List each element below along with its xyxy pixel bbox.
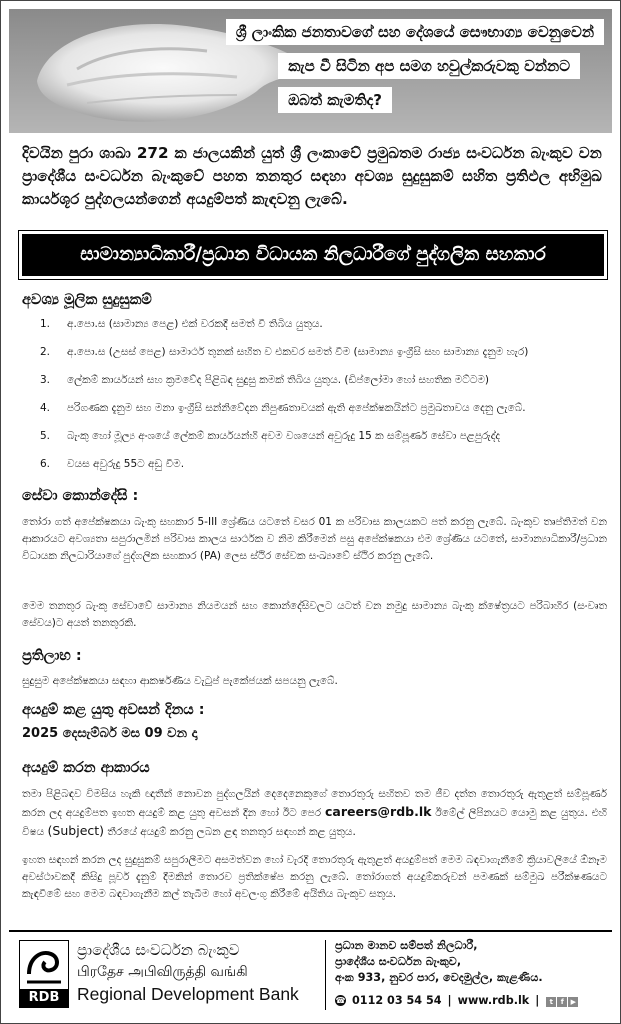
service-conditions-paragraph-1: තෝරා ගත් අපේක්ෂකයා බැංකු සහකාර 5-III ශ්‍රේණිය යටතේ වසර 01 ක පරිවාස කාලයකට පත් කරනු ලැබේ. බැංකුව තෘප්තිමත් වන ආකාරයට අවශ්‍යතා සපුරාලමින් පරිවාස කාලය සාර්ථක ව නිම කිරීමෙන් පසු අපේක්ෂකයා එම ශ්‍රේණිය යටතේ, සාමාන්‍යාධිකාරී/ප්‍රධාන විධායක නිලධාරියාගේ පුද්ගලික සහකාර (PA) ලෙස ස්ථිර සේවක සංඛ්‍යාවේ ස්ථිර කරනු ලැබේ. bbox=[22, 516, 607, 562]
website-link[interactable]: www.rdb.lk bbox=[457, 994, 530, 1007]
bank-name-tamil: பிரதேச அபிவிருத்தி வங்கி bbox=[77, 964, 248, 980]
rdb-logo-mark-icon bbox=[23, 944, 65, 988]
phone-number[interactable]: 0112 03 54 54 bbox=[352, 994, 442, 1007]
position-title-banner bbox=[18, 230, 608, 280]
hero-tagline-3: ඔබත් කැමතිද? bbox=[278, 87, 392, 113]
intro-paragraph: දිවයින පුරා ශාඛා 272 ක ජාලයකින් යුත් ශ්‍රී ලංකාවේ ප්‍රමුඛතම රාජ්‍ය සංවර්ධන බැංකුව වන ප්‍රාදේශීය සංවර්ධන බැංකුවේ පහත තනතුර සඳහා අවශ්‍ය සුදුසුකම් සහිත ප්‍රතිඵල අභිමුඛ කාර්යශූර පුද්ගලයන්ගෙන් අයදුම්පත් කැඳවනු ලැබේ. bbox=[22, 144, 602, 208]
position-title: සාමාන්‍යාධිකාරී/ප්‍රධාන විධායක නිලධාරීගේ පුද්ගලික සහකාර bbox=[22, 234, 604, 276]
benefits-heading: ප්‍රතිලාභ : bbox=[22, 648, 82, 664]
bank-name-english: Regional Development Bank bbox=[77, 984, 299, 1004]
list-item: 1. අ.පො.ස (සාමාන්‍ය පෙළ) එක් වරකදී සමත් වී තිබිය යුතුය. bbox=[40, 318, 323, 330]
list-item: 2. අ.පො.ස (උසස් පෙළ) සාමාර්ථ තුනක් සහිත ව එකවර සමත් වීම (සාමාන්‍ය ඉංග්‍රීසි සහ සාමාන්‍ය දැනුම හැර) bbox=[40, 346, 529, 358]
footer bbox=[9, 930, 612, 1016]
hero-tagline-1: ශ්‍රී ලාංකික ජනතාවගේ සහ දේශයේ සෞභාග්‍ය වෙනුවෙන් bbox=[226, 19, 604, 45]
social-icons bbox=[545, 994, 578, 1007]
qualifications-heading: අවශ්‍ය මූලික සුදුසුකම් bbox=[22, 292, 152, 308]
list-item: 6. වයස අවුරුදු 55ට අඩු වීම. bbox=[40, 458, 185, 470]
benefits-text: සුදුසුම අපේක්ෂකයා සඳහා ආකර්ෂණීය වැටුප් පැකේජයක් සපයනු ලැබේ. bbox=[22, 675, 338, 687]
how-to-apply-paragraph-2: ඉහත සඳහන් කරන ලද සුදුසුකම් සපුරාලීමට අසමත්වන හෝ වැරදි තොරතුරු ඇතුළත් අයදුම්පත් මෙම බඳවාගැනීමේ ක්‍රියාවලියේ ඕනෑම අවස්ථාවකදී කිසිදු පූර්ව දැනුම් දීමකින් තොරව ප්‍රතික්ෂේප කරනු ලැබේ. තෝරාගත් අයදුම්කරුවන් පමණක් සම්මුඛ පරීක්ෂණයට කැඳවීමේ සහ මෙම බඳවාගැනීම කල් තැබීම හෝ අවලංගු කිරීමේ අයිතිය බැංකුව සතුය. bbox=[22, 854, 607, 900]
how-to-apply-heading: අයදුම් කරන ආකාරය bbox=[22, 760, 150, 776]
contact-info bbox=[335, 994, 578, 1007]
hero-banner bbox=[9, 9, 612, 133]
contact-address: ප්‍රධාන මානව සම්පත් නිලධාරී, ප්‍රාදේශීය සංවර්ධන බැංකුව, අංක 933, නුවර පාර, වෙදමුල්ල, කැළණිය. bbox=[335, 939, 543, 984]
contact-separator: | bbox=[447, 994, 452, 1007]
youtube-icon[interactable]: ▶ bbox=[568, 997, 578, 1007]
footer-divider bbox=[325, 940, 326, 1010]
service-conditions-heading: සේවා කොන්දේසි : bbox=[22, 488, 139, 504]
facebook-icon[interactable]: f bbox=[557, 997, 567, 1007]
rdb-logo bbox=[19, 940, 69, 1008]
bank-name-sinhala: ප්‍රාදේශීය සංවර්ධන බැංකුව bbox=[77, 941, 240, 959]
list-item: 5. බැංකු හෝ මූල්‍ය අංශයේ ලේකම් කාර්යයන්හි අවම වශයෙන් අවුරුදු 15 ක සම්පූර්ණ සේවා පළපුරුද්ද bbox=[40, 430, 501, 442]
twitter-icon[interactable]: t bbox=[546, 997, 556, 1007]
closing-date-heading: අයදුම් කළ යුතු අවසන් දිනය : bbox=[22, 702, 205, 718]
closing-date: 2025 දෙසැම්බර් මස 09 වන දා bbox=[22, 726, 198, 741]
list-item: 3. ලේකම් කාර්යයන් සහ ක්‍රමවේද පිළිබඳ සුදුසු කමක් තිබිය යුතුය. (ඩිප්ලෝමා හෝ සහතික මට්ටම) bbox=[40, 374, 490, 386]
phone-icon: ☎ bbox=[335, 996, 346, 1005]
careers-email-link[interactable]: careers@rdb.lk bbox=[324, 804, 432, 819]
hero-tagline-2: කැප වී සිටින අප සමග හවුල්කරුවකු වන්නට bbox=[278, 53, 580, 79]
list-item: 4. පරිගණක දැනුම සහ මනා ඉංග්‍රීසි සන්නිවේදන නිපුණතාවයක් ඇති අපේක්ෂකයින්ට ප්‍රමුඛතාවය දෙනු ලැබේ. bbox=[40, 402, 526, 414]
contact-separator: | bbox=[535, 994, 540, 1007]
service-conditions-paragraph-2: මෙම තනතුර බැංකු සේවාවේ සාමාන්‍ය නියමයන් සහ කොන්දේසිවලට යටත් වන නමුදු සාමාන්‍ය බැංකු ක්ෂේත්‍රයට පරිබාහිර (සංවෘත සේවය)ට අයත් තනතුරකි. bbox=[22, 600, 607, 629]
logo-rdb-text: RDB bbox=[20, 989, 68, 1007]
qualifications-list bbox=[30, 318, 600, 486]
how-to-apply-paragraph-1: තමා පිළිබඳව විමසිය හැකි ඥාතීන් නොවන පුද්ගලයින් දෙදෙනෙකුගේ තොරතුරු සහිතව තම ජීව දත්ත තොරතුරු ඇතුළත් සම්පූර්ණ කරන ලද අයදුම්පත ඉහත අයදුම් කළ යුතු අවසන් දින හෝ ඊට පෙර careers@rdb.lk ඊමේල් ලිපිනයට යොමු කළ යුතුය. එහි විෂය (Subject) තීරයේ අයදුම් කරනු ලබන ළඳ තනතුර සඳහන් කළ යුතුය. bbox=[22, 788, 607, 838]
